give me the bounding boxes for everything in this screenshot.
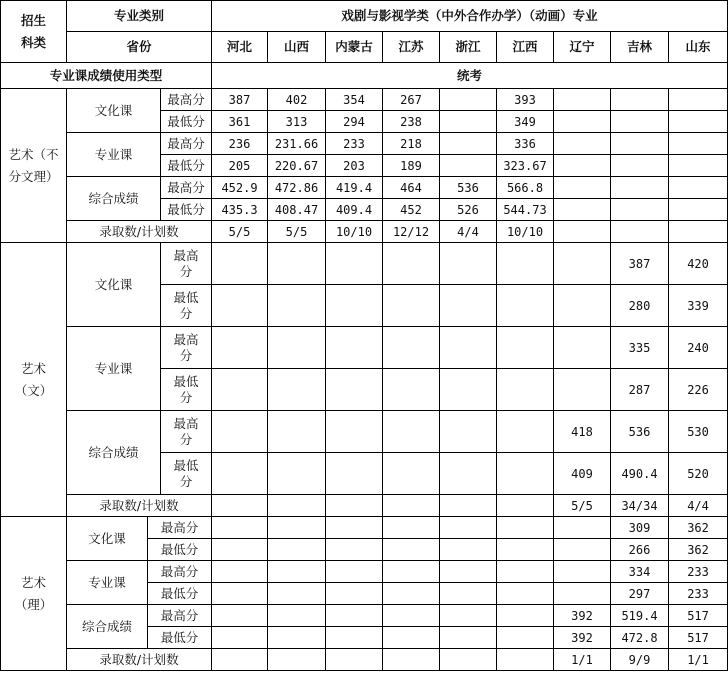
label-text: 分	[179, 473, 193, 489]
section-art-li	[1, 517, 728, 671]
score-cell: 387	[611, 243, 669, 285]
score-cell: 336	[497, 133, 554, 155]
section-name: 艺术（文）	[1, 243, 67, 517]
score-cell: 544.73	[497, 199, 554, 221]
score-cell	[554, 111, 611, 133]
row-label-max	[161, 243, 212, 285]
score-cell	[212, 605, 268, 627]
score-cell	[440, 605, 497, 627]
score-cell	[497, 411, 554, 453]
province-shanxi: 山西	[268, 32, 326, 63]
score-cell	[611, 199, 669, 221]
subject-zhuanye: 专业课	[67, 561, 148, 605]
score-cell: 309	[611, 517, 669, 539]
score-cell	[212, 327, 268, 369]
score-cell	[326, 285, 383, 327]
label-text: 分	[179, 389, 193, 405]
subject-wenhua: 文化课	[67, 517, 148, 561]
admit-cell	[212, 649, 268, 671]
score-cell	[326, 327, 383, 369]
score-cell: 402	[268, 89, 326, 111]
row-label-min	[161, 453, 212, 495]
score-cell	[554, 89, 611, 111]
score-cell	[497, 243, 554, 285]
score-cell	[440, 155, 497, 177]
score-cell	[440, 561, 497, 583]
score-cell	[383, 627, 440, 649]
score-cell	[383, 605, 440, 627]
score-cell: 294	[326, 111, 383, 133]
score-cell	[611, 111, 669, 133]
score-cell: 517	[669, 605, 728, 627]
score-cell: 313	[268, 111, 326, 133]
score-cell	[268, 605, 326, 627]
score-cell	[212, 561, 268, 583]
score-cell	[212, 539, 268, 561]
score-type-value: 统考	[212, 63, 728, 89]
label-text: 分	[179, 305, 193, 321]
score-cell	[554, 199, 611, 221]
score-cell	[212, 285, 268, 327]
score-cell	[497, 285, 554, 327]
score-cell: 526	[440, 199, 497, 221]
score-cell	[326, 605, 383, 627]
score-cell: 236	[212, 133, 268, 155]
score-cell	[268, 561, 326, 583]
score-cell: 297	[611, 583, 669, 605]
score-cell: 536	[611, 411, 669, 453]
row-label-max	[161, 327, 212, 369]
score-cell	[326, 627, 383, 649]
score-cell	[611, 155, 669, 177]
score-cell	[554, 561, 611, 583]
score-cell: 226	[669, 369, 728, 411]
province-jiangxi: 江西	[497, 32, 554, 63]
score-cell	[383, 539, 440, 561]
score-cell: 233	[669, 561, 728, 583]
score-cell: 472.8	[611, 627, 669, 649]
score-cell: 519.4	[611, 605, 669, 627]
score-cell	[326, 453, 383, 495]
score-cell: 520	[669, 453, 728, 495]
admit-cell: 1/1	[669, 649, 728, 671]
row-label-min: 最低分	[161, 111, 212, 133]
admit-cell	[268, 649, 326, 671]
score-cell	[212, 453, 268, 495]
admit-cell	[611, 221, 669, 243]
admit-label: 录取数/计划数	[67, 495, 212, 517]
score-cell	[440, 369, 497, 411]
score-cell: 362	[669, 517, 728, 539]
score-cell: 419.4	[326, 177, 383, 199]
score-cell	[440, 539, 497, 561]
major-name: 戏剧与影视学类（中外合作办学）（动画）专业	[212, 1, 728, 32]
score-cell	[554, 539, 611, 561]
section-name: 艺术（理）	[1, 517, 67, 671]
score-cell	[326, 369, 383, 411]
admit-label: 录取数/计划数	[67, 649, 212, 671]
score-cell	[268, 369, 326, 411]
score-cell	[326, 583, 383, 605]
score-cell	[383, 411, 440, 453]
score-cell	[497, 453, 554, 495]
row-label-max: 最高分	[148, 605, 212, 627]
score-cell	[554, 133, 611, 155]
score-cell	[268, 411, 326, 453]
score-cell: 240	[669, 327, 728, 369]
section-art-all	[1, 89, 728, 243]
score-cell	[440, 285, 497, 327]
score-cell: 280	[611, 285, 669, 327]
score-cell	[326, 561, 383, 583]
score-cell	[554, 243, 611, 285]
score-cell	[497, 327, 554, 369]
score-cell	[383, 583, 440, 605]
score-cell	[554, 285, 611, 327]
admit-cell: 10/10	[497, 221, 554, 243]
score-cell: 220.67	[268, 155, 326, 177]
score-cell	[268, 539, 326, 561]
score-cell	[326, 517, 383, 539]
score-cell: 418	[554, 411, 611, 453]
score-cell: 238	[383, 111, 440, 133]
admit-cell	[440, 495, 497, 517]
score-cell: 392	[554, 627, 611, 649]
score-cell: 203	[326, 155, 383, 177]
score-cell	[554, 517, 611, 539]
score-cell	[440, 411, 497, 453]
province-zhejiang: 浙江	[440, 32, 497, 63]
score-cell: 354	[326, 89, 383, 111]
admit-cell	[383, 649, 440, 671]
score-cell: 452	[383, 199, 440, 221]
section-name: 艺术（不分文理）	[1, 89, 67, 243]
label-text: 最高	[173, 331, 199, 347]
row-label-max: 最高分	[161, 133, 212, 155]
score-cell: 566.8	[497, 177, 554, 199]
score-cell	[440, 327, 497, 369]
score-cell	[440, 89, 497, 111]
score-cell: 233	[669, 583, 728, 605]
score-cell	[554, 583, 611, 605]
score-cell	[326, 411, 383, 453]
score-cell: 517	[669, 627, 728, 649]
score-cell: 266	[611, 539, 669, 561]
admit-cell: 5/5	[212, 221, 268, 243]
score-cell	[669, 155, 728, 177]
admit-cell	[497, 649, 554, 671]
score-cell	[611, 89, 669, 111]
score-cell	[383, 369, 440, 411]
admit-cell	[326, 649, 383, 671]
score-cell: 392	[554, 605, 611, 627]
score-cell	[440, 243, 497, 285]
row-label-min	[161, 285, 212, 327]
score-cell: 349	[497, 111, 554, 133]
admit-cell: 4/4	[440, 221, 497, 243]
score-cell: 205	[212, 155, 268, 177]
admit-cell: 34/34	[611, 495, 669, 517]
score-cell	[212, 369, 268, 411]
subject-wenhua: 文化课	[67, 243, 161, 327]
admit-cell: 5/5	[554, 495, 611, 517]
province-jiangsu: 江苏	[383, 32, 440, 63]
score-cell: 334	[611, 561, 669, 583]
score-cell	[554, 155, 611, 177]
score-cell	[440, 583, 497, 605]
score-cell	[383, 327, 440, 369]
score-cell	[383, 285, 440, 327]
row-label-min: 最低分	[148, 627, 212, 649]
score-cell	[212, 517, 268, 539]
label-text: 最高	[173, 415, 199, 431]
score-cell: 189	[383, 155, 440, 177]
row-label-max: 最高分	[148, 517, 212, 539]
score-cell: 530	[669, 411, 728, 453]
score-cell	[611, 133, 669, 155]
score-cell	[212, 411, 268, 453]
score-cell	[212, 627, 268, 649]
admit-cell: 9/9	[611, 649, 669, 671]
admit-label: 录取数/计划数	[67, 221, 212, 243]
province-neimenggu: 内蒙古	[326, 32, 383, 63]
score-cell: 323.67	[497, 155, 554, 177]
admit-cell	[497, 495, 554, 517]
score-cell	[268, 583, 326, 605]
label-text: 分	[179, 431, 193, 447]
score-cell	[212, 243, 268, 285]
admit-cell	[326, 495, 383, 517]
score-cell: 218	[383, 133, 440, 155]
score-cell	[268, 285, 326, 327]
score-cell	[268, 517, 326, 539]
score-cell: 408.47	[268, 199, 326, 221]
score-cell: 452.9	[212, 177, 268, 199]
row-label-max: 最高分	[148, 561, 212, 583]
score-cell	[554, 177, 611, 199]
admit-cell: 5/5	[268, 221, 326, 243]
score-cell: 472.86	[268, 177, 326, 199]
subject-zonghe: 综合成绩	[67, 177, 161, 221]
admit-cell	[383, 495, 440, 517]
admit-cell: 1/1	[554, 649, 611, 671]
score-cell	[497, 605, 554, 627]
score-cell	[268, 243, 326, 285]
score-cell	[383, 243, 440, 285]
score-cell	[268, 327, 326, 369]
score-cell	[669, 111, 728, 133]
score-cell: 435.3	[212, 199, 268, 221]
row-label-max: 最高分	[161, 177, 212, 199]
label-text: 最低	[173, 289, 199, 305]
score-cell	[268, 453, 326, 495]
score-cell	[497, 627, 554, 649]
subject-wenhua: 文化课	[67, 89, 161, 133]
province-header: 省份	[67, 32, 212, 63]
score-cell: 267	[383, 89, 440, 111]
score-type-label: 专业课成绩使用类型	[1, 63, 212, 89]
province-jilin: 吉林	[611, 32, 669, 63]
score-cell: 420	[669, 243, 728, 285]
province-shandong: 山东	[669, 32, 728, 63]
admit-cell	[268, 495, 326, 517]
province-liaoning: 辽宁	[554, 32, 611, 63]
score-cell	[669, 133, 728, 155]
subject-zhuanye: 专业课	[67, 133, 161, 177]
subject-zonghe: 综合成绩	[67, 605, 148, 649]
row-label-max: 最高分	[161, 89, 212, 111]
row-label-min: 最低分	[148, 539, 212, 561]
row-label-min: 最低分	[161, 155, 212, 177]
score-cell	[440, 111, 497, 133]
admit-cell	[212, 495, 268, 517]
score-cell: 387	[212, 89, 268, 111]
admit-cell: 4/4	[669, 495, 728, 517]
score-cell	[554, 327, 611, 369]
row-label-max	[161, 411, 212, 453]
score-cell	[669, 199, 728, 221]
row-label-min: 最低分	[148, 583, 212, 605]
score-cell: 409.4	[326, 199, 383, 221]
score-cell	[669, 89, 728, 111]
admit-cell: 10/10	[326, 221, 383, 243]
major-type-header: 专业类别	[67, 1, 212, 32]
score-cell: 335	[611, 327, 669, 369]
label-text: 最高	[173, 247, 199, 263]
score-cell: 490.4	[611, 453, 669, 495]
admit-cell	[669, 221, 728, 243]
score-cell: 393	[497, 89, 554, 111]
admit-cell: 12/12	[383, 221, 440, 243]
score-cell	[497, 561, 554, 583]
score-cell	[383, 453, 440, 495]
score-cell: 362	[669, 539, 728, 561]
row-label-min: 最低分	[161, 199, 212, 221]
subject-zonghe: 综合成绩	[67, 411, 161, 495]
label-text: 最低	[173, 457, 199, 473]
score-cell	[440, 133, 497, 155]
score-cell	[611, 177, 669, 199]
label-text: 分	[179, 347, 193, 363]
section-art-wen	[1, 243, 728, 517]
label-text: 最低	[173, 373, 199, 389]
province-hebei: 河北	[212, 32, 268, 63]
score-cell: 361	[212, 111, 268, 133]
admit-cell	[554, 221, 611, 243]
label-text: 分	[179, 263, 193, 279]
score-cell	[440, 627, 497, 649]
score-cell	[268, 627, 326, 649]
score-cell	[554, 369, 611, 411]
score-cell: 409	[554, 453, 611, 495]
score-cell	[383, 561, 440, 583]
row-label-min	[161, 369, 212, 411]
score-cell	[326, 539, 383, 561]
score-cell	[497, 539, 554, 561]
score-cell	[383, 517, 440, 539]
score-cell: 287	[611, 369, 669, 411]
score-cell: 233	[326, 133, 383, 155]
score-cell	[497, 369, 554, 411]
score-cell	[440, 453, 497, 495]
score-cell: 536	[440, 177, 497, 199]
score-cell: 464	[383, 177, 440, 199]
subject-zhuanye: 专业课	[67, 327, 161, 411]
score-cell: 339	[669, 285, 728, 327]
score-cell	[212, 583, 268, 605]
score-cell	[497, 517, 554, 539]
score-cell	[669, 177, 728, 199]
admit-cell	[440, 649, 497, 671]
category-header: 招生科类	[1, 1, 67, 63]
score-cell	[440, 517, 497, 539]
score-cell: 231.66	[268, 133, 326, 155]
score-cell	[497, 583, 554, 605]
score-cell	[326, 243, 383, 285]
